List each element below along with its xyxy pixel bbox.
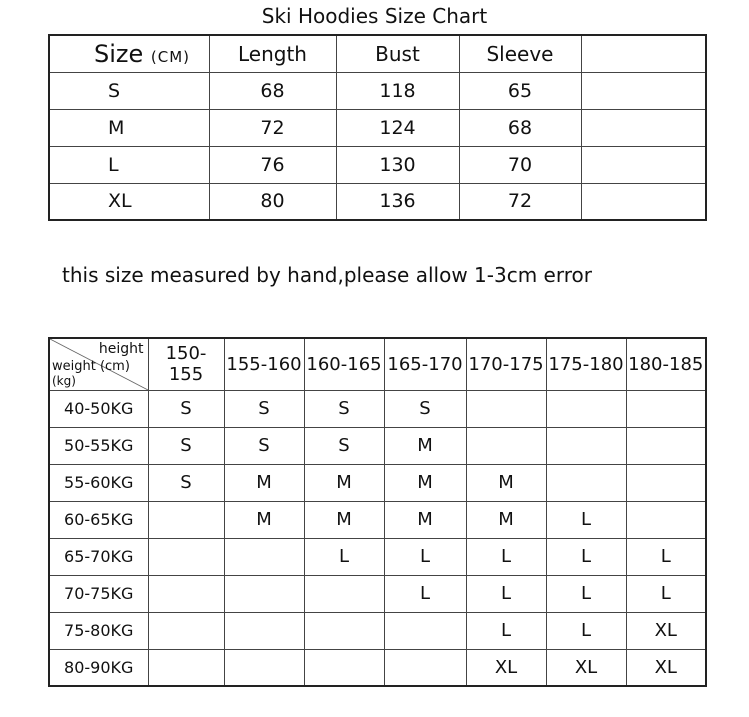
fit-size-cell xyxy=(148,612,224,649)
size-column-header xyxy=(49,35,209,72)
height-header: 165-170 xyxy=(384,338,466,390)
table-row xyxy=(49,464,706,501)
length-cell: 72 xyxy=(209,109,336,146)
fit-size-cell xyxy=(224,612,304,649)
bust-cell: 118 xyxy=(336,72,459,109)
fit-size-cell: L xyxy=(626,575,706,612)
weight-cell: 70-75KG xyxy=(49,575,148,612)
fit-size-cell: S xyxy=(224,390,304,427)
fit-size-cell xyxy=(546,464,626,501)
fit-size-cell xyxy=(148,649,224,686)
fit-size-cell xyxy=(466,427,546,464)
fit-size-cell: L xyxy=(546,612,626,649)
fit-size-cell: L xyxy=(546,575,626,612)
fit-size-cell: S xyxy=(148,390,224,427)
column-header-bust: Bust xyxy=(336,35,459,72)
height-header: 150-155 xyxy=(148,338,224,390)
chart-title: Ski Hoodies Size Chart xyxy=(261,4,488,28)
table-row xyxy=(49,575,706,612)
fit-size-cell: L xyxy=(546,538,626,575)
fit-size-cell: S xyxy=(224,427,304,464)
weight-cell: 60-65KG xyxy=(49,501,148,538)
fit-size-cell xyxy=(384,612,466,649)
fit-size-cell xyxy=(626,390,706,427)
height-header: 170-175 xyxy=(466,338,546,390)
fit-size-cell: XL xyxy=(466,649,546,686)
weight-cell: 75-80KG xyxy=(49,612,148,649)
fit-size-cell xyxy=(148,538,224,575)
size-cell: S xyxy=(49,72,209,109)
weight-cell: 55-60KG xyxy=(49,464,148,501)
fit-size-cell xyxy=(224,538,304,575)
fit-size-cell xyxy=(466,390,546,427)
fit-size-cell: XL xyxy=(626,612,706,649)
fit-size-cell: XL xyxy=(626,649,706,686)
fit-size-cell xyxy=(304,612,384,649)
column-header-empty xyxy=(581,35,706,72)
weight-cell: 40-50KG xyxy=(49,390,148,427)
table-row xyxy=(49,427,706,464)
empty-cell xyxy=(581,72,706,109)
fit-size-cell: M xyxy=(304,501,384,538)
kg-unit-label: (kg) xyxy=(52,373,76,388)
length-cell: 68 xyxy=(209,72,336,109)
fit-size-cell: L xyxy=(466,612,546,649)
weight-cell: 65-70KG xyxy=(49,538,148,575)
height-header: 180-185 xyxy=(626,338,706,390)
fit-size-cell: L xyxy=(546,501,626,538)
fit-size-cell: S xyxy=(148,427,224,464)
weight-cell: 50-55KG xyxy=(49,427,148,464)
fit-size-cell: L xyxy=(384,538,466,575)
empty-cell xyxy=(581,183,706,220)
table-row xyxy=(49,146,706,183)
size-measurement-table xyxy=(48,34,707,221)
fit-size-cell: M xyxy=(466,464,546,501)
fit-size-cell xyxy=(546,390,626,427)
sleeve-cell: 68 xyxy=(459,109,581,146)
length-cell: 80 xyxy=(209,183,336,220)
size-label: Size xyxy=(94,39,144,68)
weight-axis-label: weight (cm) xyxy=(52,359,130,374)
fit-size-cell xyxy=(148,575,224,612)
fit-size-cell: L xyxy=(466,538,546,575)
sleeve-cell: 72 xyxy=(459,183,581,220)
size-cell: XL xyxy=(49,183,209,220)
fit-size-cell: M xyxy=(304,464,384,501)
length-cell: 76 xyxy=(209,146,336,183)
fit-size-cell: M xyxy=(384,464,466,501)
empty-cell xyxy=(581,146,706,183)
size-cell: L xyxy=(49,146,209,183)
column-header-sleeve: Sleeve xyxy=(459,35,581,72)
fit-size-cell: L xyxy=(384,575,466,612)
empty-cell xyxy=(581,109,706,146)
corner-header-cell xyxy=(49,338,148,390)
fit-size-cell: S xyxy=(384,390,466,427)
height-header: 155-160 xyxy=(224,338,304,390)
fit-size-cell: L xyxy=(626,538,706,575)
bust-cell: 136 xyxy=(336,183,459,220)
table-row xyxy=(49,72,706,109)
fit-size-cell: M xyxy=(224,464,304,501)
weight-cell: 80-90KG xyxy=(49,649,148,686)
fit-size-cell: L xyxy=(304,538,384,575)
fit-size-cell xyxy=(626,501,706,538)
sleeve-cell: 70 xyxy=(459,146,581,183)
fit-size-cell xyxy=(148,501,224,538)
fit-size-cell: XL xyxy=(546,649,626,686)
fit-size-cell xyxy=(546,427,626,464)
height-axis-label: height xyxy=(98,341,144,357)
fit-size-cell: S xyxy=(148,464,224,501)
table-row xyxy=(49,538,706,575)
unit-label: (CM) xyxy=(150,47,191,66)
fit-size-cell xyxy=(224,575,304,612)
fit-size-cell xyxy=(304,649,384,686)
table-row xyxy=(49,501,706,538)
fit-size-cell: M xyxy=(466,501,546,538)
height-header: 175-180 xyxy=(546,338,626,390)
table-row xyxy=(49,649,706,686)
bust-cell: 124 xyxy=(336,109,459,146)
height-header: 160-165 xyxy=(304,338,384,390)
bust-cell: 130 xyxy=(336,146,459,183)
fit-size-cell: M xyxy=(224,501,304,538)
fit-size-cell: S xyxy=(304,427,384,464)
table-row xyxy=(49,390,706,427)
sleeve-cell: 65 xyxy=(459,72,581,109)
size-table-header-row xyxy=(49,35,706,72)
size-cell: M xyxy=(49,109,209,146)
fit-size-cell: L xyxy=(466,575,546,612)
measurement-note: this size measured by hand,please allow 1-3cm error xyxy=(62,263,592,287)
column-header-length: Length xyxy=(209,35,336,72)
table-row xyxy=(49,183,706,220)
table-row xyxy=(49,109,706,146)
fit-size-cell: M xyxy=(384,501,466,538)
fit-table-header-row xyxy=(49,338,706,390)
table-row xyxy=(49,612,706,649)
fit-size-cell: S xyxy=(304,390,384,427)
height-weight-fit-table xyxy=(48,337,707,687)
fit-size-cell xyxy=(626,464,706,501)
fit-size-cell xyxy=(384,649,466,686)
fit-size-cell: M xyxy=(384,427,466,464)
fit-size-cell xyxy=(626,427,706,464)
fit-size-cell xyxy=(304,575,384,612)
fit-size-cell xyxy=(224,649,304,686)
